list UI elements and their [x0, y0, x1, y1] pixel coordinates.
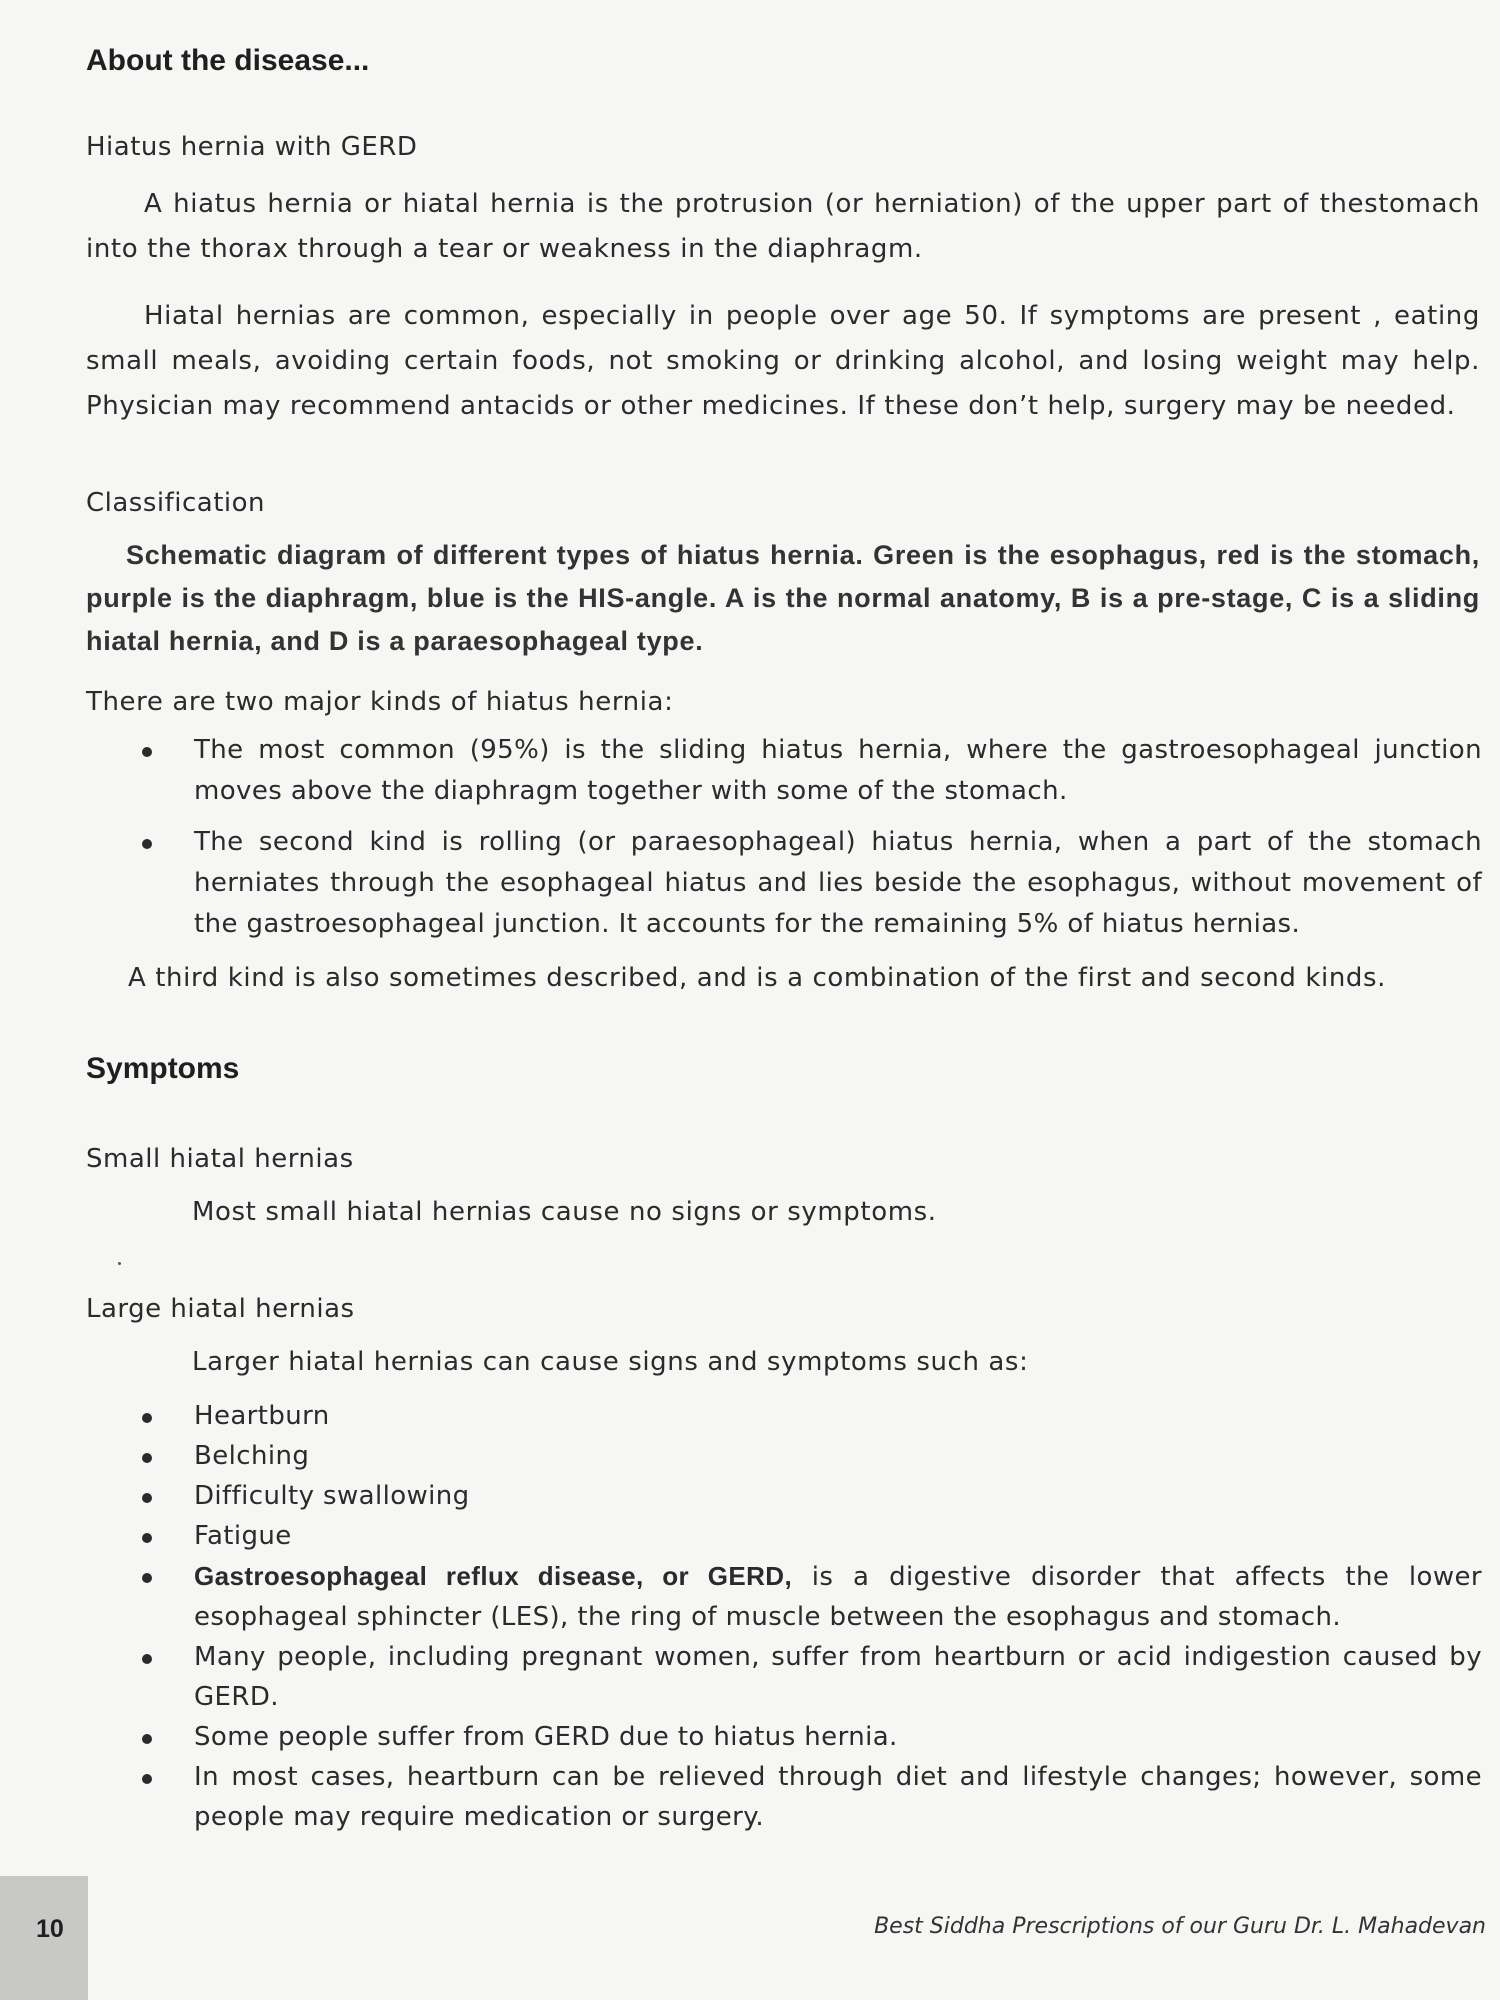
diagram-caption: Schematic diagram of different types of hiatus hernia. Green is the esophagus, red is the stomach, purple is the diaphragm, blue is the HIS-angle. A is the normal anatomy, B is a pre-stage, C is a sliding hiatal hernia, and D is a paraesophageal type.: [86, 540, 1480, 656]
large-hernias-text: Larger hiatal hernias can cause signs and symptoms such as:: [192, 1347, 1029, 1377]
large-hernias-heading: Large hiatal hernias: [86, 1294, 355, 1324]
list-item: [138, 822, 1482, 945]
list-item-text: The second kind is rolling (or paraesophageal) hiatus hernia, when a part of the stomach herniates through the esophageal hiatus and lies beside the esophagus, without movement of the gastroesophageal junction. It accounts for the remaining 5% of hiatus hernias.: [194, 827, 1482, 939]
list-item: [138, 1516, 1482, 1556]
bullet-icon: [142, 1413, 152, 1423]
list-item: [138, 1757, 1482, 1837]
bullet-icon: [142, 839, 152, 849]
gerd-definition: is a digestive disorder that affects the lower esophageal sphincter (LES), the ring of muscle between the esophagus and stomach.: [194, 1562, 1482, 1632]
list-item: [138, 1436, 1482, 1476]
list-item: [138, 1396, 1482, 1436]
list-item: [138, 1476, 1482, 1516]
stray-dot: [118, 1262, 121, 1265]
bullet-icon: [142, 1774, 152, 1784]
hiatus-gerd-subheading: Hiatus hernia with GERD: [86, 132, 418, 162]
page-number: 10: [36, 1915, 64, 1943]
list-item-text: Some people suffer from GERD due to hiatus hernia.: [194, 1722, 898, 1752]
list-item-text: Heartburn: [194, 1401, 330, 1431]
common-paragraph: Hiatal hernias are common, especially in people over age 50. If symptoms are present , eating small meals, avoiding certain foods, not smoking or drinking alcohol, and losing weight may help. Physician may recommend antacids or other medicines. If these don’t help, surgery may be needed.: [86, 301, 1480, 421]
list-item-text: Difficulty swallowing: [194, 1481, 470, 1511]
gerd-term: Gastroesophageal reflux disease, or GERD,: [194, 1561, 793, 1591]
bullet-icon: [142, 1533, 152, 1543]
about-heading: About the disease...: [86, 44, 370, 77]
bullet-icon: [142, 1493, 152, 1503]
list-item-text: In most cases, heartburn can be relieved through diet and lifestyle changes; however, some people may require medication or surgery.: [194, 1762, 1482, 1832]
bullet-icon: [142, 747, 152, 757]
kinds-list: [138, 730, 1482, 955]
classification-heading: Classification: [86, 488, 266, 518]
list-item-text: The most common (95%) is the sliding hiatus hernia, where the gastroesophageal junction moves above the diaphragm together with some of the stomach.: [194, 735, 1482, 806]
list-item-text: Fatigue: [194, 1521, 292, 1551]
symptoms-heading: Symptoms: [86, 1052, 240, 1085]
bullet-icon: [142, 1734, 152, 1744]
list-item: [138, 1717, 1482, 1757]
running-footer: Best Siddha Prescriptions of our Guru Dr. L. Mahadevan: [874, 1914, 1486, 1939]
third-kind-paragraph: A third kind is also sometimes described, and is a combination of the first and second kinds.: [128, 963, 1387, 993]
kinds-intro: There are two major kinds of hiatus hernia:: [86, 687, 674, 717]
list-item-text: Belching: [194, 1441, 310, 1471]
definition-paragraph: A hiatus hernia or hiatal hernia is the protrusion (or herniation) of the upper part of thestomach into the thorax through a tear or weakness in the diaphragm.: [86, 189, 1480, 264]
bullet-icon: [142, 1573, 152, 1583]
small-hernias-text: Most small hiatal hernias cause no signs or symptoms.: [192, 1197, 937, 1227]
symptoms-list: [138, 1396, 1482, 1837]
bullet-icon: [142, 1654, 152, 1664]
list-item: [138, 1637, 1482, 1717]
list-item: [138, 730, 1482, 812]
small-hernias-heading: Small hiatal hernias: [86, 1144, 354, 1174]
list-item: [138, 1556, 1482, 1637]
list-item-text: Many people, including pregnant women, suffer from heartburn or acid indigestion caused by GERD.: [194, 1642, 1482, 1712]
bullet-icon: [142, 1453, 152, 1463]
